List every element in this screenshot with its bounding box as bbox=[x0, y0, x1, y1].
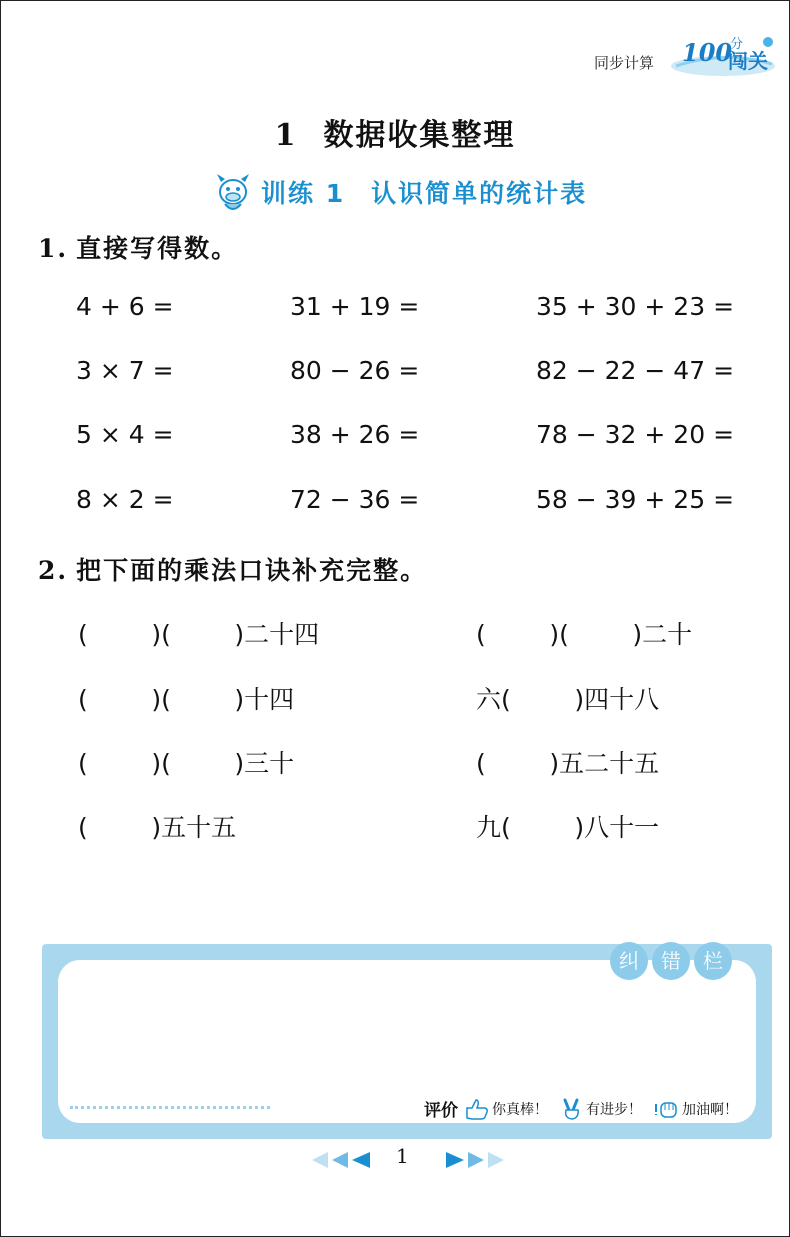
fist-icon bbox=[654, 1098, 680, 1120]
question-1-number: 1. bbox=[38, 234, 69, 263]
training-subtitle bbox=[213, 170, 587, 214]
page-number: 1 bbox=[396, 1144, 409, 1168]
expr-1-1: 4 + 6 = bbox=[76, 292, 174, 321]
question-1-text: 直接写得数。 bbox=[76, 234, 239, 263]
cow-mascot-icon bbox=[213, 170, 253, 214]
training-text: 认识简单的统计表 bbox=[371, 179, 588, 208]
question-2-text: 把下面的乘法口诀补充完整。 bbox=[76, 556, 428, 585]
expr-3-3: 78 − 32 + 20 = bbox=[536, 420, 735, 449]
expr-1-3: 35 + 30 + 23 = bbox=[536, 292, 735, 321]
svg-text:闯关: 闯关 bbox=[728, 49, 768, 73]
expr-4-2: 72 − 36 = bbox=[290, 485, 420, 514]
question-1-title bbox=[38, 229, 238, 265]
blank-left-1: ( )( )二十四 bbox=[78, 620, 320, 649]
lesson-title bbox=[0, 110, 790, 154]
lesson-number: 1 bbox=[274, 118, 298, 153]
evaluation-option-2 bbox=[560, 1098, 642, 1120]
blank-left-3: ( )( )三十 bbox=[78, 749, 295, 778]
expr-4-3: 58 − 39 + 25 = bbox=[536, 485, 735, 514]
expr-2-1: 3 × 7 = bbox=[76, 356, 174, 385]
svg-text:100: 100 bbox=[682, 38, 733, 67]
blank-right-4: 九( )八十一 bbox=[476, 813, 660, 842]
blank-left-4: ( )五十五 bbox=[78, 813, 237, 842]
series-label: 同步计算 bbox=[594, 54, 655, 72]
correction-tag-3: 栏 bbox=[694, 942, 732, 980]
expr-3-1: 5 × 4 = bbox=[76, 420, 174, 449]
victory-hand-icon bbox=[560, 1098, 584, 1120]
correction-tag-1: 纠 bbox=[610, 942, 648, 980]
evaluation bbox=[424, 1096, 750, 1121]
evaluation-option-2-text: 有进步！ bbox=[586, 1101, 642, 1118]
evaluation-label: 评价 bbox=[424, 1101, 458, 1121]
thumbs-up-icon bbox=[464, 1098, 490, 1120]
expr-2-3: 82 − 22 − 47 = bbox=[536, 356, 735, 385]
blank-right-3: ( )五二十五 bbox=[476, 749, 660, 778]
expr-3-2: 38 + 26 = bbox=[290, 420, 420, 449]
logo-icon bbox=[668, 28, 778, 78]
training-label: 训练 1 bbox=[261, 179, 346, 208]
expr-1-2: 31 + 19 = bbox=[290, 292, 420, 321]
lesson-title-text: 数据收集整理 bbox=[323, 118, 516, 153]
blank-right-2: 六( )四十八 bbox=[476, 685, 660, 714]
evaluation-option-1 bbox=[464, 1098, 548, 1120]
evaluation-option-3 bbox=[654, 1098, 738, 1120]
prev-arrows-icon bbox=[310, 1150, 374, 1170]
question-2-number: 2. bbox=[38, 556, 69, 585]
evaluation-option-3-text: 加油啊！ bbox=[682, 1101, 738, 1118]
expr-2-2: 80 − 26 = bbox=[290, 356, 420, 385]
correction-tag-2: 错 bbox=[652, 942, 690, 980]
next-arrows-icon bbox=[442, 1150, 506, 1170]
evaluation-option-1-text: 你真棒！ bbox=[492, 1101, 548, 1118]
dotted-divider bbox=[70, 1106, 270, 1111]
question-2-title bbox=[38, 551, 427, 587]
expr-4-1: 8 × 2 = bbox=[76, 485, 174, 514]
svg-text:分: 分 bbox=[730, 37, 744, 52]
blank-left-2: ( )( )十四 bbox=[78, 685, 295, 714]
blank-right-1: ( )( )二十 bbox=[476, 620, 693, 649]
logo bbox=[668, 28, 778, 78]
